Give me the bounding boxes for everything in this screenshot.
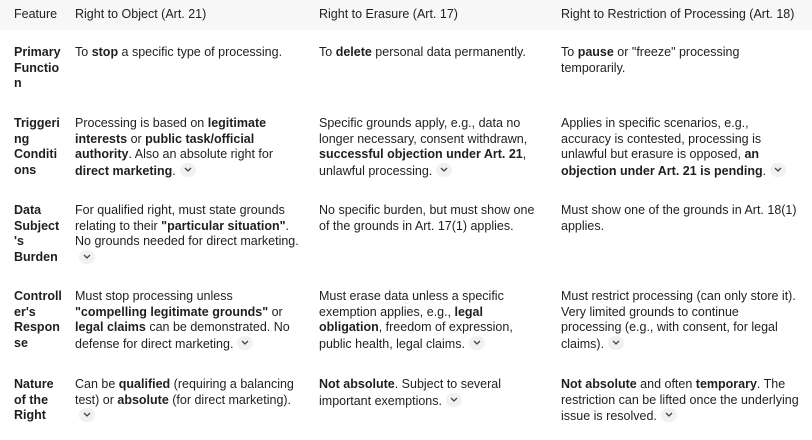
row-label-triggering-conditions: Triggeri ng Conditi ons: [14, 116, 60, 177]
cell-triggering-art18: Applies in specific scenarios, e.g., accuracy is contested, processing is unlawful but erasure is opposed, an objection under Art. 21 is pending.: [561, 116, 801, 179]
chevron-down-icon[interactable]: [770, 163, 786, 177]
chevron-down-icon[interactable]: [436, 163, 452, 177]
header-art17: Right to Erasure (Art. 17): [319, 7, 458, 21]
chevron-down-icon[interactable]: [608, 336, 624, 350]
cell-nature-art18: Not absolute and often temporary. The restriction can be lifted once the underlying issue is resolved.: [561, 377, 799, 424]
chevron-down-icon[interactable]: [237, 336, 253, 350]
chevron-down-icon[interactable]: [446, 393, 462, 407]
cell-primary-art21: To stop a specific type of processing.: [75, 45, 283, 59]
cell-response-art17: Must erase data unless a specific exemption applies, e.g., legal obligation, freedom of expression, public health, legal claims.: [319, 289, 513, 351]
cell-primary-art18: To pause or "freeze" processing temporarily.: [561, 45, 740, 75]
chevron-down-icon[interactable]: [79, 408, 95, 422]
header-feature: Feature: [14, 7, 58, 21]
cell-triggering-art21: Processing is based on legitimate interests or public task/official authority. Also an absolute right for direct marketing.: [75, 116, 274, 178]
chevron-down-icon[interactable]: [79, 250, 95, 264]
cell-nature-art17: Not absolute. Subject to several important exemptions.: [319, 377, 502, 408]
cell-nature-art21: Can be qualified (requiring a balancing test) or absolute (for direct marketing).: [75, 377, 303, 425]
cell-response-art18: Must restrict processing (can only store it). Very limited grounds to continue processing (e.g., with consent, for legal claims).: [561, 289, 796, 351]
cell-burden-art21: For qualified right, must state grounds relating to their "particular situation". No grounds needed for direct marketing.: [75, 203, 303, 266]
row-label-data-subject-burden: Data Subject 's Burden: [14, 203, 60, 264]
header-art21: Right to Object (Art. 21): [75, 7, 207, 21]
chevron-down-icon[interactable]: [180, 163, 196, 177]
cell-triggering-art17: Specific grounds apply, e.g., data no longer necessary, consent withdrawn, successful objection under Art. 21, unlawful processing.: [319, 116, 528, 178]
header-art18: Right to Restriction of Processing (Art. 18): [561, 7, 795, 21]
cell-burden-art18: Must show one of the grounds in Art. 18(1) applies.: [561, 203, 797, 233]
row-label-controller-response: Controll er's Respon se: [14, 289, 62, 350]
row-label-nature-of-right: Nature of the Right: [14, 377, 54, 423]
chevron-down-icon[interactable]: [661, 408, 677, 422]
cell-burden-art17: No specific burden, but must show one of the grounds in Art. 17(1) applies.: [319, 203, 535, 233]
chevron-down-icon[interactable]: [469, 336, 485, 350]
cell-response-art21: Must stop processing unless "compelling legitimate grounds" or legal claims can be demonstrated. No defense for direct marketing.: [75, 289, 290, 351]
cell-primary-art17: To delete personal data permanently.: [319, 45, 526, 59]
row-label-primary-function: Primary Functio n: [14, 45, 61, 91]
